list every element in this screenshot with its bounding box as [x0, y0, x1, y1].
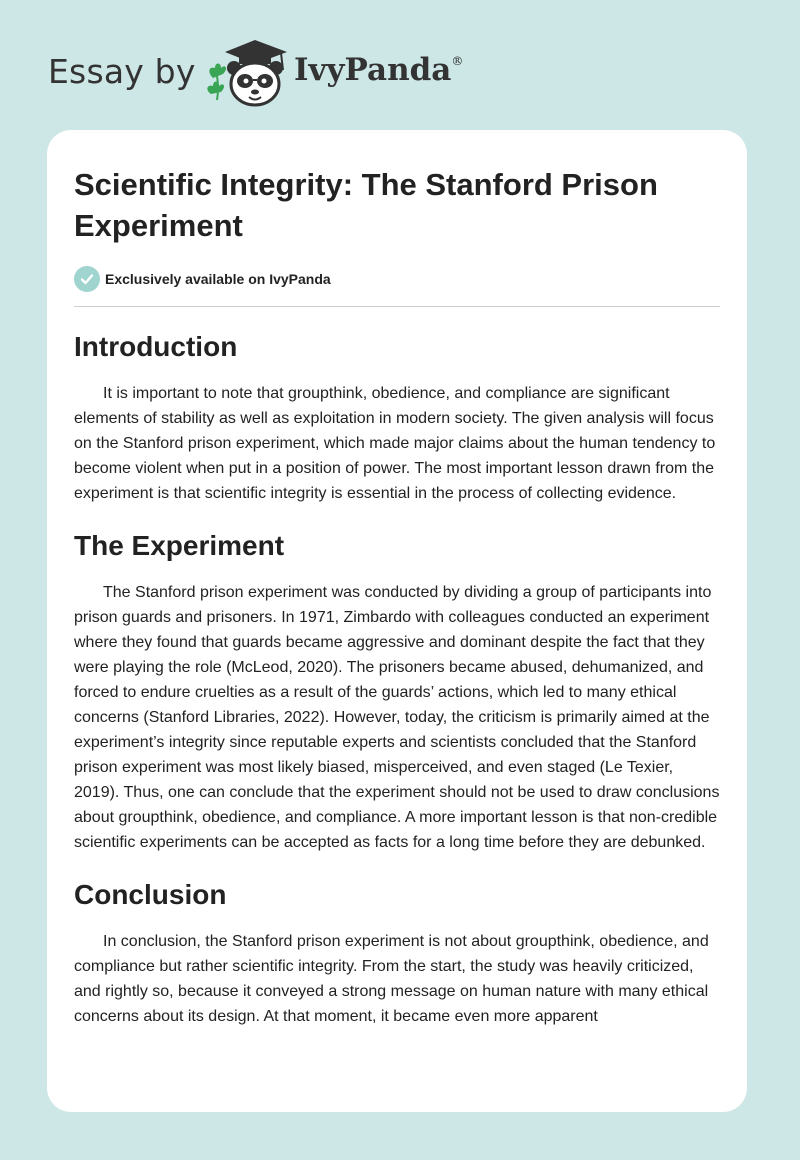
section-paragraph-experiment: The Stanford prison experiment was conducted by dividing a group of participants into prison guards and prisoners. In 1971, Zimbardo with colleagues conducted an experiment where they found that guards became aggressive and dominant despite the fact that they were playing the role (McLeod, 2020). The prisoners became abused, dehumanized, and forced to endure cruelties as a result of the guards’ actions, which led to many ethical concerns (Stanford Libraries, 2022). However, today, the criticism is primarily aimed at the experiment’s integrity since reputable experts and scientists concluded that the Stanford prison experiment was most likely biased, misperceived, and even staged (Le Texier, 2019). Thus, one can conclude that the experiment should not be used to draw conclusions about groupthink, obedience, and compliance. A more important lesson is that non-credible scientific experiments can be accepted as facts for a long time before they are debunked. [74, 584, 720, 851]
essay-card [47, 130, 747, 1112]
section-heading-conclusion: Conclusion [74, 879, 227, 910]
essay-title: Scientific Integrity: The Stanford Prison Experiment [74, 167, 658, 243]
ivypanda-logo-text[interactable] [294, 52, 463, 88]
exclusive-badge [74, 266, 720, 292]
section-paragraph-conclusion: In conclusion, the Stanford prison experiment is not about groupthink, obedience, and compliance but rather scientific integrity. From the start, the study was heavily criticized, and rightly so, because it conveyed a strong message on human nature with many ethical concerns about its design. At that moment, it became even more apparent [74, 933, 709, 1025]
check-icon [74, 266, 100, 292]
registered-mark: ® [451, 53, 464, 68]
essay-by-label: Essay by [48, 52, 196, 91]
exclusive-label: Exclusively available on IvyPanda [105, 271, 331, 287]
title-divider [74, 306, 720, 307]
brand-name: IvyPanda [294, 52, 452, 88]
site-header [0, 0, 800, 130]
ivypanda-logo-icon[interactable] [203, 38, 291, 108]
section-heading-introduction: Introduction [74, 331, 238, 362]
section-paragraph-introduction: It is important to note that groupthink, obedience, and compliance are significant elements of stability as well as exploitation in modern society. The given analysis will focus on the Stanford prison experiment, which made major claims about the human tendency to become violent when put in a position of power. The most important lesson drawn from the experiment is that scientific integrity is essential in the process of collecting evidence. [74, 385, 716, 502]
section-heading-experiment: The Experiment [74, 530, 285, 561]
